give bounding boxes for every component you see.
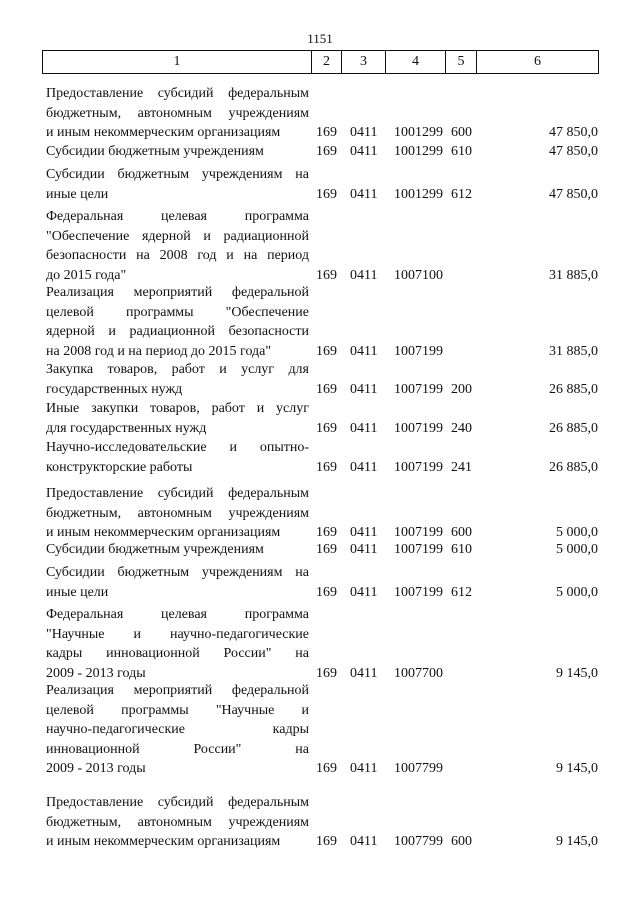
amount: 5 000,0 [556, 584, 598, 600]
section-code: 0411 [350, 267, 378, 283]
column-header-table [42, 50, 599, 74]
row-description [46, 540, 309, 560]
section-code: 0411 [350, 834, 378, 849]
target-code: 1007700 [394, 665, 443, 681]
section-code: 0411 [350, 381, 378, 397]
amount: 31 885,0 [549, 343, 598, 359]
amount: 26 885,0 [549, 459, 598, 475]
description-line: и иным некоммерческим организациям [46, 125, 281, 140]
grbs-code: 169 [316, 144, 337, 159]
row-description [46, 605, 309, 683]
grbs-code: 169 [316, 125, 337, 140]
row-description [46, 165, 309, 204]
description-line: научно-педагогические кадры [46, 722, 309, 737]
target-code: 1007199 [394, 343, 443, 359]
target-code: 1007100 [394, 267, 443, 283]
description-line: бюджетным, автономным учреждениям [46, 105, 309, 121]
target-code: 1007199 [394, 584, 443, 600]
description-line: "Научные и научно-педагогические [46, 626, 309, 642]
column-header-row [43, 51, 599, 74]
header-col-2: 2 [312, 51, 342, 74]
target-code: 1007199 [394, 542, 443, 557]
grbs-code: 169 [316, 381, 337, 397]
section-code: 0411 [350, 584, 378, 600]
table-row [0, 399, 640, 438]
expense-type-code: 612 [451, 186, 472, 202]
header-col-5: 5 [446, 51, 477, 74]
table-row [0, 207, 640, 285]
expense-type-code: 610 [451, 144, 472, 159]
grbs-code: 169 [316, 525, 337, 540]
expense-type-code: 240 [451, 420, 472, 436]
grbs-code: 169 [316, 665, 337, 681]
header-col-1: 1 [43, 51, 312, 74]
table-row [0, 563, 640, 602]
description-line: на 2008 год и на период до 2015 года" [46, 343, 272, 359]
target-code: 1001299 [394, 125, 443, 140]
row-description [46, 399, 309, 438]
description-line: инновационной России" на [46, 741, 309, 757]
section-code: 0411 [350, 420, 378, 436]
description-line: бюджетным, автономным учреждениям [46, 505, 309, 521]
description-line: государственных нужд [46, 381, 183, 397]
description-line: и иным некоммерческим организациям [46, 525, 281, 540]
header-col-4: 4 [386, 51, 446, 74]
expense-type-code: 600 [451, 125, 472, 140]
description-line: Субсидии бюджетным учреждениям на [46, 565, 309, 580]
row-description [46, 360, 309, 399]
description-line: Закупка товаров, работ и услуг для [46, 362, 309, 377]
target-code: 1007799 [394, 761, 443, 776]
target-code: 1007199 [394, 525, 443, 540]
expense-type-code: 610 [451, 542, 472, 557]
description-line: Субсидии бюджетным учреждениям на [46, 167, 309, 182]
target-code: 1007199 [394, 381, 443, 397]
row-description [46, 793, 309, 852]
table-row [0, 681, 640, 779]
section-code: 0411 [350, 459, 378, 475]
target-code: 1001299 [394, 144, 443, 159]
table-row [0, 283, 640, 361]
grbs-code: 169 [316, 542, 337, 557]
table-row [0, 438, 640, 477]
section-code: 0411 [350, 665, 378, 681]
row-description [46, 207, 309, 285]
page-number: 1151 [307, 31, 333, 46]
description-line: Предоставление субсидий федеральным [46, 86, 309, 101]
description-line: конструкторские работы [46, 459, 193, 475]
grbs-code: 169 [316, 584, 337, 600]
description-line: Иные закупки товаров, работ и услуг [46, 401, 309, 416]
grbs-code: 169 [316, 186, 337, 202]
description-line: 2009 - 2013 годы [46, 761, 146, 776]
description-line: ядерной и радиационной безопасности [46, 324, 309, 339]
expense-type-code: 600 [451, 834, 472, 849]
description-line: "Обеспечение ядерной и радиационной [46, 228, 309, 244]
expense-type-code: 612 [451, 584, 472, 600]
section-code: 0411 [350, 525, 378, 540]
grbs-code: 169 [316, 834, 337, 849]
target-code: 1007799 [394, 834, 443, 849]
target-code: 1007199 [394, 420, 443, 436]
description-line: иные цели [46, 584, 109, 600]
amount: 9 145,0 [556, 761, 598, 776]
amount: 31 885,0 [549, 267, 598, 283]
table-row [0, 484, 640, 543]
grbs-code: 169 [316, 761, 337, 776]
table-row [0, 84, 640, 143]
description-line: Предоставление субсидий федеральным [46, 486, 309, 501]
expense-type-code: 241 [451, 459, 472, 475]
grbs-code: 169 [316, 420, 337, 436]
grbs-code: 169 [316, 267, 337, 283]
table-row [0, 793, 640, 852]
target-code: 1007199 [394, 459, 443, 475]
description-line: 2009 - 2013 годы [46, 665, 146, 681]
amount: 47 850,0 [549, 186, 598, 202]
table-row [0, 540, 640, 560]
table-row [0, 605, 640, 683]
row-description [46, 283, 309, 361]
section-code: 0411 [350, 343, 378, 359]
row-description [46, 438, 309, 477]
amount: 26 885,0 [549, 420, 598, 436]
header-col-3: 3 [342, 51, 386, 74]
description-line: целевой программы "Обеспечение [46, 304, 309, 320]
section-code: 0411 [350, 186, 378, 202]
amount: 47 850,0 [549, 125, 598, 140]
row-description [46, 142, 309, 162]
section-code: 0411 [350, 144, 378, 159]
section-code: 0411 [350, 542, 378, 557]
description-line: иные цели [46, 186, 109, 202]
description-line: целевой программы "Научные и [46, 702, 309, 718]
description-line: безопасности на 2008 год и на период [46, 248, 309, 263]
description-line: кадры инновационной России" на [46, 646, 309, 661]
amount: 9 145,0 [556, 665, 598, 681]
description-line: Субсидии бюджетным учреждениям [46, 144, 264, 159]
amount: 5 000,0 [556, 542, 598, 557]
description-line: Федеральная целевая программа [46, 209, 309, 224]
amount: 9 145,0 [556, 834, 598, 849]
row-description [46, 563, 309, 602]
grbs-code: 169 [316, 343, 337, 359]
description-line: для государственных нужд [46, 420, 207, 436]
row-description [46, 84, 309, 143]
description-line: Субсидии бюджетным учреждениям [46, 542, 264, 557]
row-description [46, 681, 309, 779]
description-line: Федеральная целевая программа [46, 607, 309, 622]
table-row [0, 360, 640, 399]
description-line: Реализация мероприятий федеральной [46, 285, 309, 300]
description-line: и иным некоммерческим организациям [46, 834, 281, 849]
table-row [0, 142, 640, 162]
header-col-6: 6 [477, 51, 599, 74]
row-description [46, 484, 309, 543]
amount: 5 000,0 [556, 525, 598, 540]
section-code: 0411 [350, 125, 378, 140]
table-row [0, 165, 640, 204]
expense-type-code: 200 [451, 381, 472, 397]
amount: 26 885,0 [549, 381, 598, 397]
grbs-code: 169 [316, 459, 337, 475]
description-line: Реализация мероприятий федеральной [46, 683, 309, 698]
section-code: 0411 [350, 761, 378, 776]
amount: 47 850,0 [549, 144, 598, 159]
description-line: бюджетным, автономным учреждениям [46, 814, 309, 830]
expense-type-code: 600 [451, 525, 472, 540]
description-line: Научно-исследовательские и опытно- [46, 440, 309, 455]
description-line: Предоставление субсидий федеральным [46, 795, 309, 810]
description-line: до 2015 года" [46, 267, 127, 283]
target-code: 1001299 [394, 186, 443, 202]
